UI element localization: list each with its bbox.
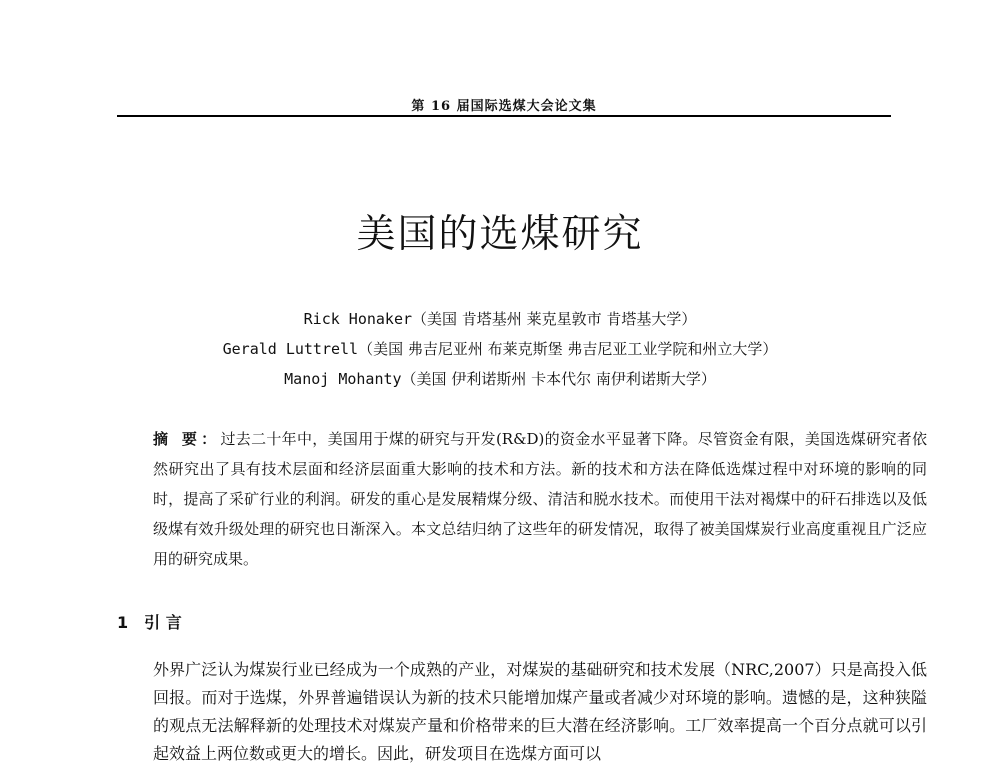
author-affiliation: （美国 伊利诺斯州 卡本代尔 南伊利诺斯大学） — [401, 370, 716, 388]
author-line — [0, 304, 1000, 334]
author-name: Manoj Mohanty — [284, 370, 402, 388]
section-heading — [117, 610, 182, 633]
author-line — [0, 364, 1000, 394]
abstract-text: 过去二十年中，美国用于煤的研究与开发(R&D)的资金水平显著下降。尽管资金有限，美国选煤研究者依然研究出了具有技术层面和经济层面重大影响的技术和方法。新的技术和方法在降低选煤过程中对环境的影响的同时，提高了采矿行业的利润。研发的重心是发展精煤分级、清洁和脱水技术。而使用干法对褐煤中的矸石排选以及低级煤有效升级处理的研究也日渐深入。本文总结归纳了这些年的研发情况，取得了被美国煤炭行业高度重视且广泛应用的研究成果。 — [153, 430, 927, 568]
author-name: Rick Honaker — [303, 310, 413, 328]
author-list — [0, 304, 1000, 394]
author-line — [0, 334, 1000, 364]
author-affiliation: （美国 肯塔基州 莱克星敦市 肯塔基大学） — [412, 310, 697, 328]
section-title: 引 言 — [144, 613, 182, 632]
section-number: 1 — [117, 613, 129, 632]
body-paragraph: 外界广泛认为煤炭行业已经成为一个成熟的产业，对煤炭的基础研究和技术发展（NRC,2007）只是高投入低回报。而对于选煤，外界普遍错误认为新的技术只能增加煤产量或者减少对环境的影响。遗憾的是，这种狭隘的观点无法解释新的处理技术对煤炭产量和价格带来的巨大潜在经济影响。工厂效率提高一个百分点就可以引起效益上两位数或更大的增长。因此，研发项目在选煤方面可以 — [153, 660, 927, 763]
header-rule — [117, 115, 891, 117]
author-name: Gerald Luttrell — [222, 340, 359, 358]
abstract — [117, 424, 927, 574]
abstract-label: 摘 要： — [153, 430, 221, 448]
running-header: 第 16 届国际选煤大会论文集 — [411, 99, 597, 114]
paper-title: 美国的选煤研究 — [356, 212, 644, 257]
author-affiliation: （美国 弗吉尼亚州 布莱克斯堡 弗吉尼亚工业学院和州立大学） — [358, 340, 778, 358]
